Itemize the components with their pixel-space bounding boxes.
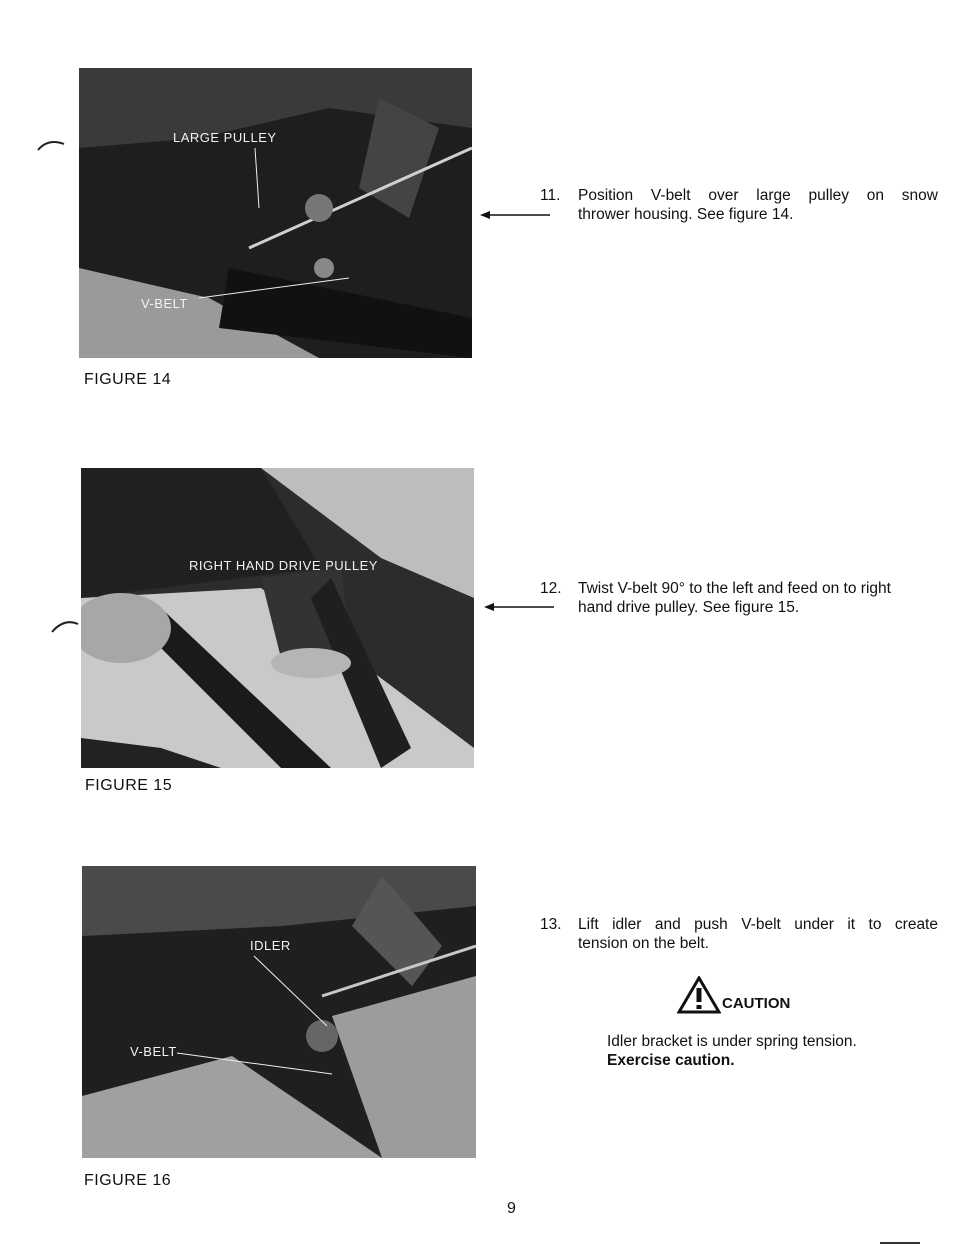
warning-triangle-icon bbox=[677, 976, 721, 1014]
step-number: 12. bbox=[540, 580, 562, 597]
figure-16-photo bbox=[82, 866, 476, 1158]
label-idler: IDLER bbox=[250, 938, 291, 953]
caution-emphasis: Exercise caution. bbox=[607, 1052, 735, 1069]
step-line: thrower housing. See figure 14. bbox=[578, 206, 794, 223]
page-number: 9 bbox=[507, 1200, 516, 1217]
step-text bbox=[578, 579, 940, 617]
figure-14-image bbox=[79, 68, 472, 358]
step-11 bbox=[540, 186, 938, 226]
step-number: 13. bbox=[540, 916, 562, 933]
step-line: tension on the belt. bbox=[578, 935, 709, 952]
figure-14-caption: FIGURE 14 bbox=[84, 371, 172, 388]
step-13 bbox=[540, 915, 938, 955]
scan-mark-decoration bbox=[36, 138, 66, 152]
step-line: Twist V-belt 90° to the left and feed on to right bbox=[578, 580, 891, 597]
figure-15-caption: FIGURE 15 bbox=[85, 777, 173, 794]
step-text bbox=[578, 915, 938, 953]
caution-title: CAUTION bbox=[722, 995, 791, 1012]
step-text bbox=[578, 186, 938, 224]
caution-text: Idler bracket is under spring tension. bbox=[607, 1033, 857, 1050]
step-line: Position V-belt over large pulley on snow bbox=[578, 187, 938, 204]
label-v-belt: V-BELT bbox=[130, 1044, 177, 1059]
figure-14-photo bbox=[79, 68, 472, 358]
figure-16-image bbox=[82, 866, 476, 1158]
figure-15-photo bbox=[81, 468, 474, 768]
label-right-hand-drive-pulley: RIGHT HAND DRIVE PULLEY bbox=[189, 558, 378, 573]
step-number: 11. bbox=[540, 187, 561, 204]
scan-mark-decoration bbox=[50, 618, 80, 634]
label-large-pulley: LARGE PULLEY bbox=[173, 130, 277, 145]
figure-16-caption: FIGURE 16 bbox=[84, 1172, 172, 1189]
step-line: hand drive pulley. See figure 15. bbox=[578, 599, 800, 616]
label-v-belt: V-BELT bbox=[141, 296, 188, 311]
scan-mark-decoration bbox=[880, 1240, 920, 1246]
step-12 bbox=[540, 579, 940, 619]
step-line: Lift idler and push V-belt under it to create bbox=[578, 916, 938, 933]
figure-15-image bbox=[81, 468, 474, 768]
